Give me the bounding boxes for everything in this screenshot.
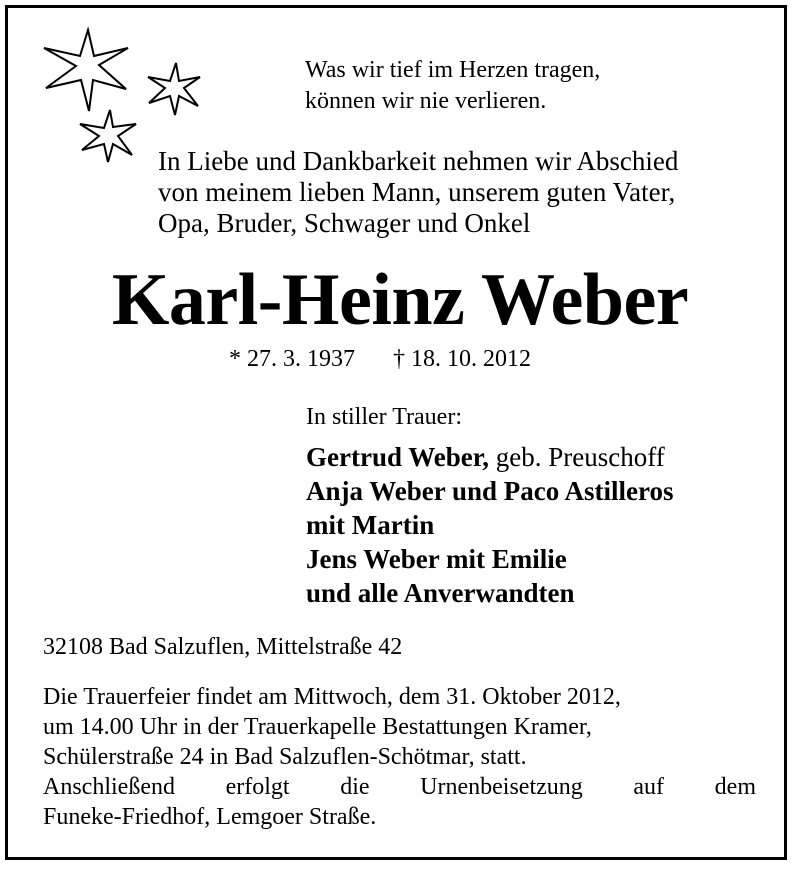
mourner-line: mit Martin: [306, 510, 435, 540]
funeral-line: Schülerstraße 24 in Bad Salzuflen-Schötmar, statt.: [43, 744, 527, 770]
death-date: † 18. 10. 2012: [393, 346, 531, 372]
star-icon: [44, 30, 128, 111]
quote: [305, 55, 600, 117]
quote-line: Was wir tief im Herzen tragen,: [305, 57, 601, 83]
funeral-line: Anschließend erfolgt die Urnenbeisetzung auf dem: [43, 774, 756, 800]
deceased-name: Karl-Heinz Weber: [111, 259, 689, 341]
star-icon: [148, 63, 200, 115]
mourner-line: Anja Weber und Paco Astilleros: [306, 476, 674, 506]
funeral-line: Funeke-Friedhof, Lemgoer Straße.: [43, 804, 377, 830]
life-dates: [229, 344, 531, 374]
address: 32108 Bad Salzuflen, Mittelstraße 42: [43, 634, 403, 660]
star-icon: [80, 110, 136, 162]
mourner-line: [306, 440, 674, 474]
mourners-list: [306, 440, 674, 610]
intro-line: In Liebe und Dankbarkeit nehmen wir Abschied: [158, 146, 679, 176]
birth-date: * 27. 3. 1937: [229, 346, 355, 372]
mourners-heading: In stiller Trauer:: [306, 404, 462, 430]
mourner-line: Jens Weber mit Emilie: [306, 544, 567, 574]
funeral-info: [43, 682, 756, 832]
intro-line: von meinem lieben Mann, unserem guten Vater,: [158, 177, 676, 207]
funeral-line: um 14.00 Uhr in der Trauerkapelle Bestattungen Kramer,: [43, 714, 592, 740]
mourner-name: Gertrud Weber,: [306, 442, 489, 472]
mourner-note: geb. Preuschoff: [489, 442, 665, 472]
intro-text: [158, 146, 678, 239]
quote-line: können wir nie verlieren.: [305, 88, 547, 114]
funeral-line: Die Trauerfeier findet am Mittwoch, dem 31. Oktober 2012,: [43, 684, 621, 710]
intro-line: Opa, Bruder, Schwager und Onkel: [158, 208, 531, 238]
mourner-line: und alle Anverwandten: [306, 578, 575, 608]
